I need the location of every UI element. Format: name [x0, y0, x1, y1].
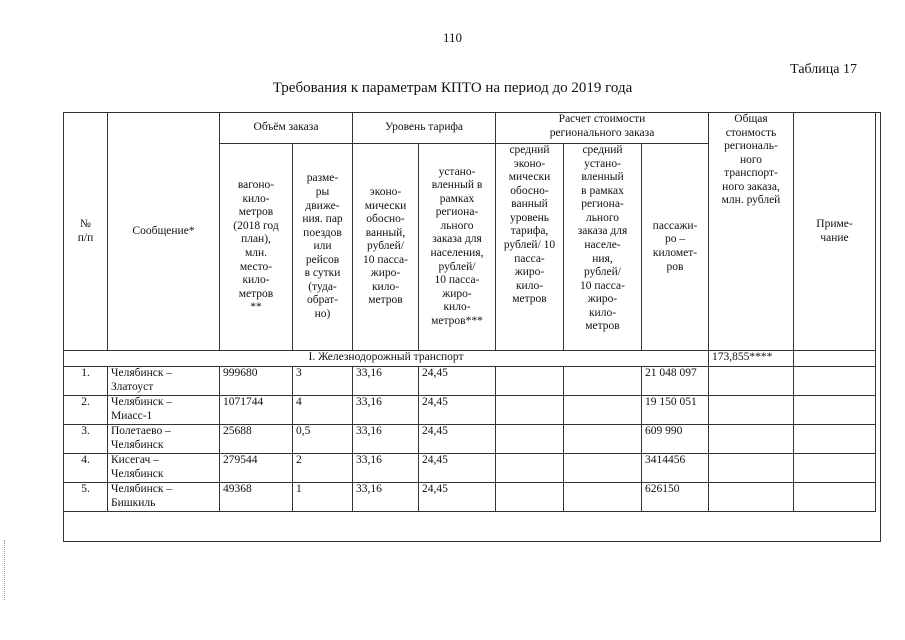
row-wagon-km: 1071744 — [220, 396, 293, 425]
row-note — [794, 367, 876, 396]
row-avg-set — [564, 425, 642, 454]
row-num: 3. — [64, 425, 108, 454]
row-avg-set — [564, 483, 642, 512]
row-avg-econ — [496, 454, 564, 483]
row-route: Полетаево – Челябинск — [108, 425, 220, 454]
row-traffic: 0,5 — [293, 425, 353, 454]
col-header-passenger-km: пассажи- ро – километ- ров — [642, 144, 709, 351]
row-note — [794, 454, 876, 483]
row-set: 24,45 — [419, 367, 496, 396]
table-row — [64, 425, 876, 454]
section-note — [794, 351, 876, 367]
document-title: Требования к параметрам КПТО на период до 2019 года — [272, 80, 633, 96]
row-total — [709, 454, 794, 483]
row-avg-econ — [496, 483, 564, 512]
table-row — [64, 367, 876, 396]
row-wagon-km: 25688 — [220, 425, 293, 454]
row-economic: 33,16 — [353, 367, 419, 396]
row-economic: 33,16 — [353, 483, 419, 512]
row-passenger-km: 3414456 — [642, 454, 709, 483]
row-route: Челябинск – Златоуст — [108, 367, 220, 396]
row-traffic: 4 — [293, 396, 353, 425]
row-wagon-km: 999680 — [220, 367, 293, 396]
scan-margin-mark — [4, 540, 7, 600]
row-traffic: 3 — [293, 367, 353, 396]
row-wagon-km: 49368 — [220, 483, 293, 512]
row-passenger-km: 609 990 — [642, 425, 709, 454]
row-passenger-km: 21 048 097 — [642, 367, 709, 396]
table-row — [64, 454, 876, 483]
row-traffic: 1 — [293, 483, 353, 512]
row-avg-set — [564, 454, 642, 483]
section-total: 173,855**** — [709, 351, 794, 367]
row-total — [709, 483, 794, 512]
section-label: I. Железнодорожный транспорт — [64, 351, 709, 367]
row-set: 24,45 — [419, 454, 496, 483]
row-avg-econ — [496, 396, 564, 425]
col-header-avg-economic: средний эконо- мически обосно- ванный уровень тарифа, рублей/ 10 пасса- жиро- кило- метров — [496, 144, 564, 351]
row-num: 4. — [64, 454, 108, 483]
row-passenger-km: 19 150 051 — [642, 396, 709, 425]
row-set: 24,45 — [419, 425, 496, 454]
col-header-num: № п/п — [64, 113, 108, 351]
row-avg-set — [564, 367, 642, 396]
row-note — [794, 396, 876, 425]
col-header-avg-set: средний устано- вленный в рамках региона- льного заказа для населе- ния, рублей/ 10 пасса- жиро- кило- метров — [564, 144, 642, 351]
row-avg-set — [564, 396, 642, 425]
page-number: 110 — [442, 30, 463, 45]
table-row — [64, 396, 876, 425]
row-economic: 33,16 — [353, 425, 419, 454]
requirements-table — [63, 112, 876, 512]
row-traffic: 2 — [293, 454, 353, 483]
row-note — [794, 425, 876, 454]
row-set: 24,45 — [419, 483, 496, 512]
row-wagon-km: 279544 — [220, 454, 293, 483]
col-header-tariff: Уровень тарифа — [353, 113, 496, 144]
row-total — [709, 396, 794, 425]
col-header-total-cost: Общая стоимость региональ- ного транспорт- ного заказа, млн. рублей — [709, 113, 794, 351]
col-header-message: Сообщение* — [108, 113, 220, 351]
row-set: 24,45 — [419, 396, 496, 425]
row-num: 2. — [64, 396, 108, 425]
row-note — [794, 483, 876, 512]
table-row — [64, 483, 876, 512]
row-total — [709, 425, 794, 454]
col-header-cost: Расчет стоимости регионального заказа — [496, 113, 709, 144]
row-passenger-km: 626150 — [642, 483, 709, 512]
col-header-economic-tariff: эконо- мически обосно- ванный, рублей/ 10 пасса- жиро- кило- метров — [353, 144, 419, 351]
row-num: 1. — [64, 367, 108, 396]
row-route: Челябинск – Бишкиль — [108, 483, 220, 512]
row-avg-econ — [496, 425, 564, 454]
col-header-set-tariff: устано- вленный в рамках региона- льного заказа для населения, рублей/ 10 пасса- жиро- кило- метров*** — [419, 144, 496, 351]
col-header-volume: Объём заказа — [220, 113, 353, 144]
row-avg-econ — [496, 367, 564, 396]
row-economic: 33,16 — [353, 396, 419, 425]
col-header-wagon-km: вагоно- кило- метров (2018 год план), млн. место- кило- метров ** — [220, 144, 293, 351]
section-row — [64, 351, 876, 367]
header-row-1 — [64, 113, 876, 144]
row-num: 5. — [64, 483, 108, 512]
row-economic: 33,16 — [353, 454, 419, 483]
col-header-note: Приме- чание — [794, 113, 876, 351]
row-route: Челябинск – Миасс-1 — [108, 396, 220, 425]
col-header-traffic: разме- ры движе- ния. пар поездов или рейсов в сутки (туда- обрат- но) — [293, 144, 353, 351]
table-label: Таблица 17 — [790, 62, 857, 77]
row-total — [709, 367, 794, 396]
row-route: Кисегач – Челябинск — [108, 454, 220, 483]
